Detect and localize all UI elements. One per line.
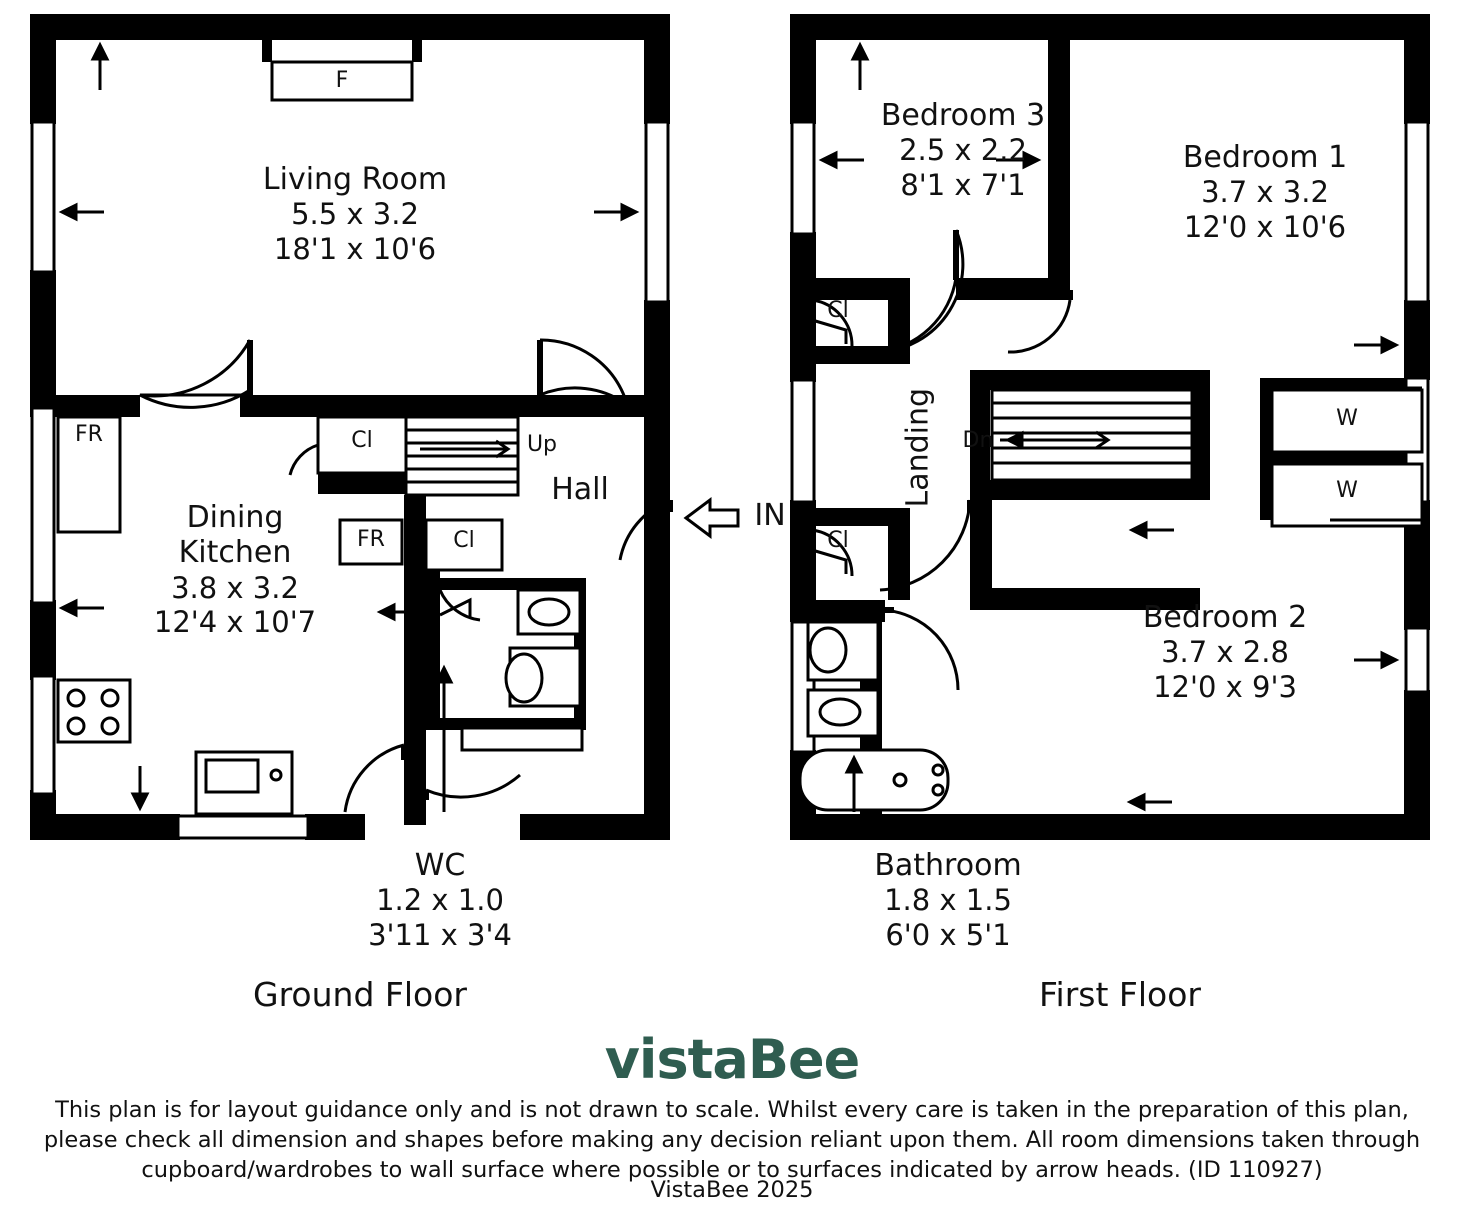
room-label-wc (325, 848, 555, 952)
marker-dn (948, 428, 1008, 454)
dn-label: Dn (962, 428, 994, 453)
bedroom-2-name: Bedroom 2 (1142, 600, 1308, 635)
marker-cl-landing (808, 528, 868, 554)
room-label-landing (900, 368, 935, 528)
bedroom-3-name: Bedroom 3 (880, 98, 1046, 133)
bathroom-metric: 1.8 x 1.5 (884, 883, 1012, 918)
room-label-bedroom-3 (848, 98, 1078, 202)
room-label-dining-kitchen (90, 500, 380, 639)
room-label-hall (520, 472, 640, 507)
ground-floor-plan (0, 0, 786, 1014)
living-room-imperial: 18'1 x 10'6 (273, 231, 437, 266)
cl-bed3-label: Cl (827, 298, 849, 323)
bedroom-2-imperial: 12'0 x 9'3 (1153, 669, 1297, 704)
fr1-label: FR (75, 422, 103, 447)
first-floor-plan (760, 0, 1460, 1014)
wc-name: WC (414, 848, 466, 883)
marker-fr-1 (59, 422, 119, 448)
first-floor-title: First Floor (1038, 975, 1202, 1014)
marker-fr-2 (341, 527, 401, 553)
marker-up (512, 432, 572, 458)
dining-kitchen-imperial: 12'4 x 10'7 (153, 605, 317, 639)
bedroom-3-imperial: 8'1 x 7'1 (900, 167, 1026, 202)
bedroom-1-name: Bedroom 1 (1182, 140, 1348, 175)
logo-part-1: vista (604, 1028, 748, 1091)
room-label-bedroom-1 (1140, 140, 1390, 244)
vistabee-logo (0, 1028, 1464, 1091)
cl-hall-label: Cl (453, 528, 475, 553)
marker-w-1 (1317, 406, 1377, 432)
disclaimer-line-3: cupboard/wardrobes to wall surface where possible or to surfaces indicated by arrow heads. (ID 110927) (141, 1157, 1323, 1183)
up-label: Up (526, 432, 558, 457)
f-label: F (335, 68, 349, 93)
landing-name: Landing (900, 387, 936, 508)
w2-label: W (1336, 478, 1358, 503)
cl-landing-label: Cl (827, 528, 849, 553)
living-room-name: Living Room (262, 162, 448, 197)
marker-cl-hall (434, 528, 494, 554)
cl-stairs-label: Cl (351, 428, 373, 453)
disclaimer-line-1: This plan is for layout guidance only and is not drawn to scale. Whilst every care is taken in the preparation of this plan, (55, 1097, 1409, 1123)
room-label-bathroom (798, 848, 1098, 952)
hall-name: Hall (551, 472, 609, 507)
living-room-metric: 5.5 x 3.2 (291, 197, 419, 232)
ground-floor-title: Ground Floor (253, 975, 467, 1014)
dining-kitchen-name-line2: Kitchen (178, 535, 292, 571)
wc-imperial: 3'11 x 3'4 (368, 917, 512, 952)
bedroom-1-imperial: 12'0 x 10'6 (1183, 209, 1347, 244)
room-label-living-room (200, 162, 510, 266)
marker-cl-stairs (332, 428, 392, 454)
bedroom-3-metric: 2.5 x 2.2 (899, 133, 1027, 168)
dining-kitchen-metric: 3.8 x 3.2 (171, 570, 299, 605)
logo-part-2: Bee (747, 1028, 860, 1091)
disclaimer-line-4: VistaBee 2025 (650, 1177, 814, 1203)
bedroom-1-metric: 3.7 x 3.2 (1201, 175, 1329, 210)
bathroom-name: Bathroom (874, 848, 1022, 883)
w1-label: W (1336, 406, 1358, 431)
marker-f (312, 68, 372, 94)
dining-kitchen-name-line1: Dining (186, 500, 284, 535)
bedroom-2-metric: 3.7 x 2.8 (1161, 635, 1289, 670)
marker-w-2 (1317, 478, 1377, 504)
wc-metric: 1.2 x 1.0 (376, 883, 504, 918)
room-label-bedroom-2 (1100, 600, 1350, 704)
bathroom-imperial: 6'0 x 5'1 (885, 917, 1011, 952)
in-label: IN (754, 498, 786, 533)
fr2-label: FR (357, 527, 385, 552)
disclaimer-line-2: please check all dimension and shapes before making any decision reliant upon them. All room dimensions taken through (43, 1127, 1421, 1153)
marker-cl-bedroom3 (808, 298, 868, 324)
